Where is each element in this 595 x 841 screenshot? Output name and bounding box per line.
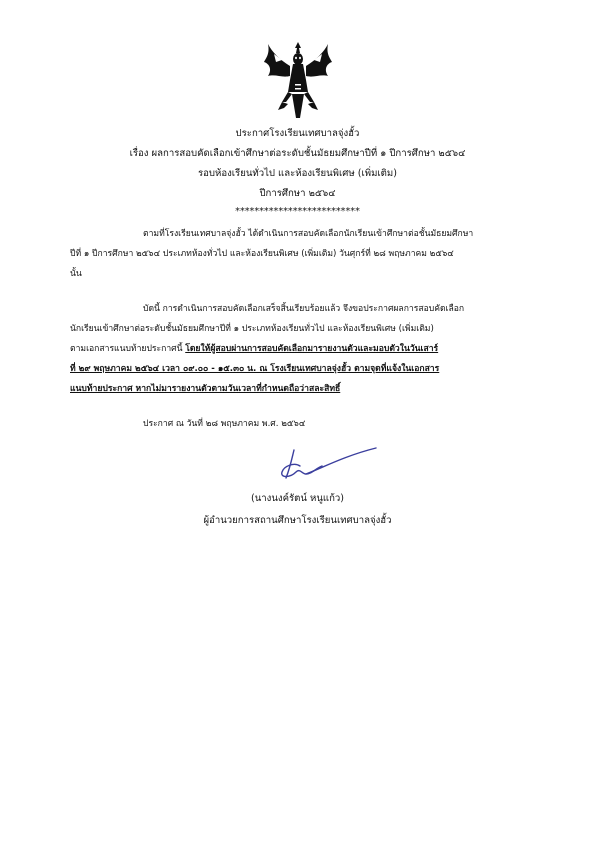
paragraph2-line3 <box>70 343 438 355</box>
separator-stars: ************************** <box>235 206 360 217</box>
academic-year: ปีการศึกษา ๒๕๖๔ <box>259 188 336 199</box>
paragraph1-line2: ปีที่ ๑ ปีการศึกษา ๒๕๖๔ ประเภทห้องทั่วไป และห้องเรียนพิเศษ (เพิ่มเติม) วันศุกร์ที่ ๒๘ พฤษภาคม ๒๕๖๔ <box>70 249 454 259</box>
signer-position: ผู้อำนวยการสถานศึกษาโรงเรียนเทศบาลจุ่งฮั้ว <box>203 515 392 526</box>
signature-icon <box>272 444 382 484</box>
announcement-subtitle: รอบห้องเรียนทั่วไป และห้องเรียนพิเศษ (เพิ่มเติม) <box>198 168 397 179</box>
paragraph2-line1: บัดนี้ การดำเนินการสอบคัดเลือกเสร็จสิ้นเรียบร้อยแล้ว จึงขอประกาศผลการสอบคัดเลือก <box>143 304 465 314</box>
signer-name: (นางนงค์รัตน์ หนูแก้ว) <box>250 493 345 504</box>
garuda-emblem-icon <box>262 40 334 122</box>
paragraph1-line1: ตามที่โรงเรียนเทศบาลจุ่งฮั้ว ได้ดำเนินการสอบคัดเลือกนักเรียนเข้าศึกษาต่อชั้นมัธยมศึกษา <box>143 229 474 239</box>
paragraph1-line3: นั้น <box>70 269 82 279</box>
paragraph2-line2: นักเรียนเข้าศึกษาต่อระดับชั้นมัธยมศึกษาปีที่ ๑ ประเภทห้องเรียนทั่วไป และห้องเรียนพิเศษ (เพิ่มเติม) <box>70 324 434 334</box>
announce-date: ประกาศ ณ วันที่ ๒๘ พฤษภาคม พ.ศ. ๒๕๖๔ <box>143 419 306 429</box>
announcement-subject: เรื่อง ผลการสอบคัดเลือกเข้าศึกษาต่อระดับชั้นมัธยมศึกษาปีที่ ๑ ปีการศึกษา ๒๕๖๔ <box>129 148 466 159</box>
paragraph2-line5: แนบท้ายประกาศ หากไม่มารายงานตัวตามวันเวลาที่กำหนดถือว่าสละสิทธิ์ <box>70 384 341 394</box>
paragraph2-line3-plain: ตามเอกสารแนบท้ายประกาศนี้ <box>70 344 186 354</box>
announcement-title: ประกาศโรงเรียนเทศบาลจุ่งฮั้ว <box>235 128 360 139</box>
paragraph2-line3-underlined: โดยให้ผู้สอบผ่านการสอบคัดเลือกมารายงานตัวและมอบตัวในวันเสาร์ <box>185 344 439 354</box>
paragraph2-line4: ที่ ๒๙ พฤษภาคม ๒๕๖๔ เวลา ๐๙.๐๐ - ๑๕.๓๐ น. ณ โรงเรียนเทศบาลจุ่งฮั้ว ตามจุดที่แจ้งในเอกสาร <box>70 364 440 374</box>
